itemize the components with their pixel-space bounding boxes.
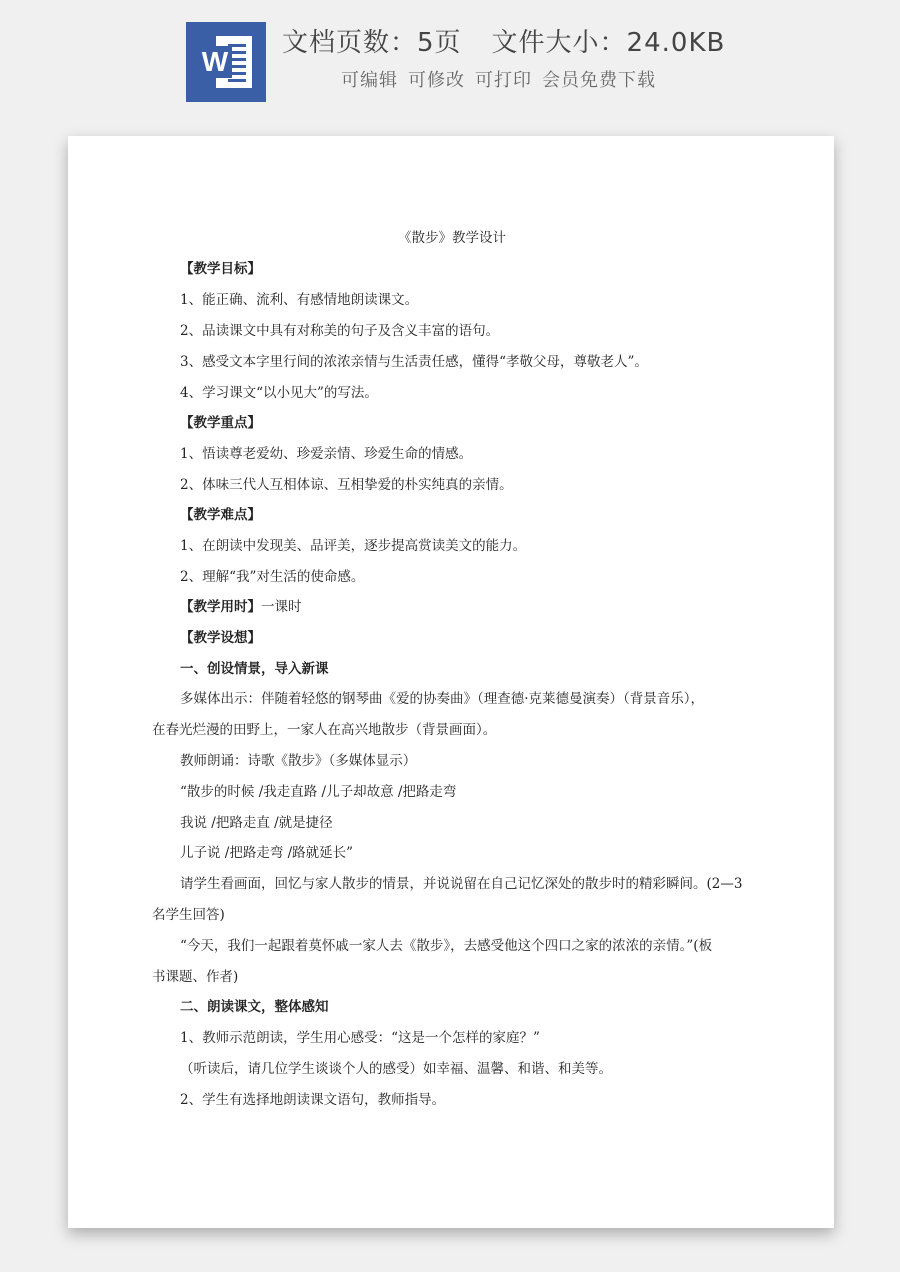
feature-modifiable: 可修改 xyxy=(408,70,465,91)
poem-line: “散步的时候 /我走直路 /儿子却故意 /把路走弯 xyxy=(180,784,457,800)
plan-heading: 【教学设想】 xyxy=(180,630,261,646)
paragraph-line: 在春光烂漫的田野上，一家人在高兴地散步（背景画面）。 xyxy=(152,722,497,738)
paragraph-line: “今天，我们一起跟着莫怀戚一家人去《散步》，去感受他这个四口之家的浓浓的亲情。”(板 xyxy=(180,938,713,954)
document-page xyxy=(68,136,834,1228)
feature-list xyxy=(341,66,666,92)
key-heading: 【教学重点】 xyxy=(180,415,261,431)
feature-member-download: 会员免费下载 xyxy=(542,70,656,91)
feature-editable: 可编辑 xyxy=(341,70,398,91)
word-document-icon xyxy=(186,22,266,102)
poem-line: 我说 /把路走直 /就是捷径 xyxy=(180,815,333,831)
poem-line: 儿子说 /把路走弯 /路就延长” xyxy=(180,845,354,861)
goal-item: 1、能正确、流利、有感情地朗读课文。 xyxy=(180,292,419,308)
file-size: 文件大小：24.0KB xyxy=(491,28,726,58)
paragraph-line: 2、学生有选择地朗读课文语句，教师指导。 xyxy=(180,1092,446,1108)
document-title: 《散步》教学设计 xyxy=(398,230,506,246)
difficulty-item: 2、理解“我”对生活的使命感。 xyxy=(180,569,365,585)
paragraph-line: 书课题、作者) xyxy=(152,969,239,985)
key-item: 1、悟读尊老爱幼、珍爱亲情、珍爱生命的情感。 xyxy=(180,446,473,462)
key-item: 2、体味三代人互相体谅、互相挚爱的朴实纯真的亲情。 xyxy=(180,477,513,493)
paragraph-line: 教师朗诵：诗歌《散步》（多媒体显示） xyxy=(180,753,417,769)
header xyxy=(0,0,900,120)
part2-heading: 二、朗读课文，整体感知 xyxy=(180,999,329,1015)
file-meta xyxy=(282,22,725,59)
feature-printable: 可打印 xyxy=(475,70,532,91)
word-letter: W xyxy=(198,46,232,78)
part1-heading: 一、创设情景，导入新课 xyxy=(180,661,329,677)
paragraph-line: （听读后，请几位学生谈谈个人的感受）如幸福、温馨、和谐、和美等。 xyxy=(180,1061,612,1077)
goal-item: 4、学习课文“以小见大”的写法。 xyxy=(180,385,378,401)
paragraph-line: 1、教师示范朗读，学生用心感受：“这是一个怎样的家庭？” xyxy=(180,1030,540,1046)
goal-item: 3、感受文本字里行间的浓浓亲情与生活责任感，懂得“孝敬父母，尊敬老人”。 xyxy=(180,354,648,370)
time-heading: 【教学用时】 xyxy=(180,599,261,615)
goal-item: 2、品读课文中具有对称美的句子及含义丰富的语句。 xyxy=(180,323,500,339)
time-value: 一课时 xyxy=(261,599,302,615)
difficulty-heading: 【教学难点】 xyxy=(180,507,261,523)
goals-heading: 【教学目标】 xyxy=(180,261,261,277)
time-row xyxy=(180,595,752,619)
page-count: 文档页数：5页 xyxy=(282,28,462,58)
paragraph-line: 多媒体出示：伴随着轻悠的钢琴曲《爱的协奏曲》（理查德·克莱德曼演奏）（背景音乐）， xyxy=(180,691,705,707)
paragraph-line: 名学生回答) xyxy=(152,907,225,923)
difficulty-item: 1、在朗读中发现美、品评美，逐步提高赏读美文的能力。 xyxy=(180,538,527,554)
paragraph-line: 请学生看画面，回忆与家人散步的情景，并说说留在自己记忆深处的散步时的精彩瞬间。(2—3 xyxy=(180,876,743,892)
